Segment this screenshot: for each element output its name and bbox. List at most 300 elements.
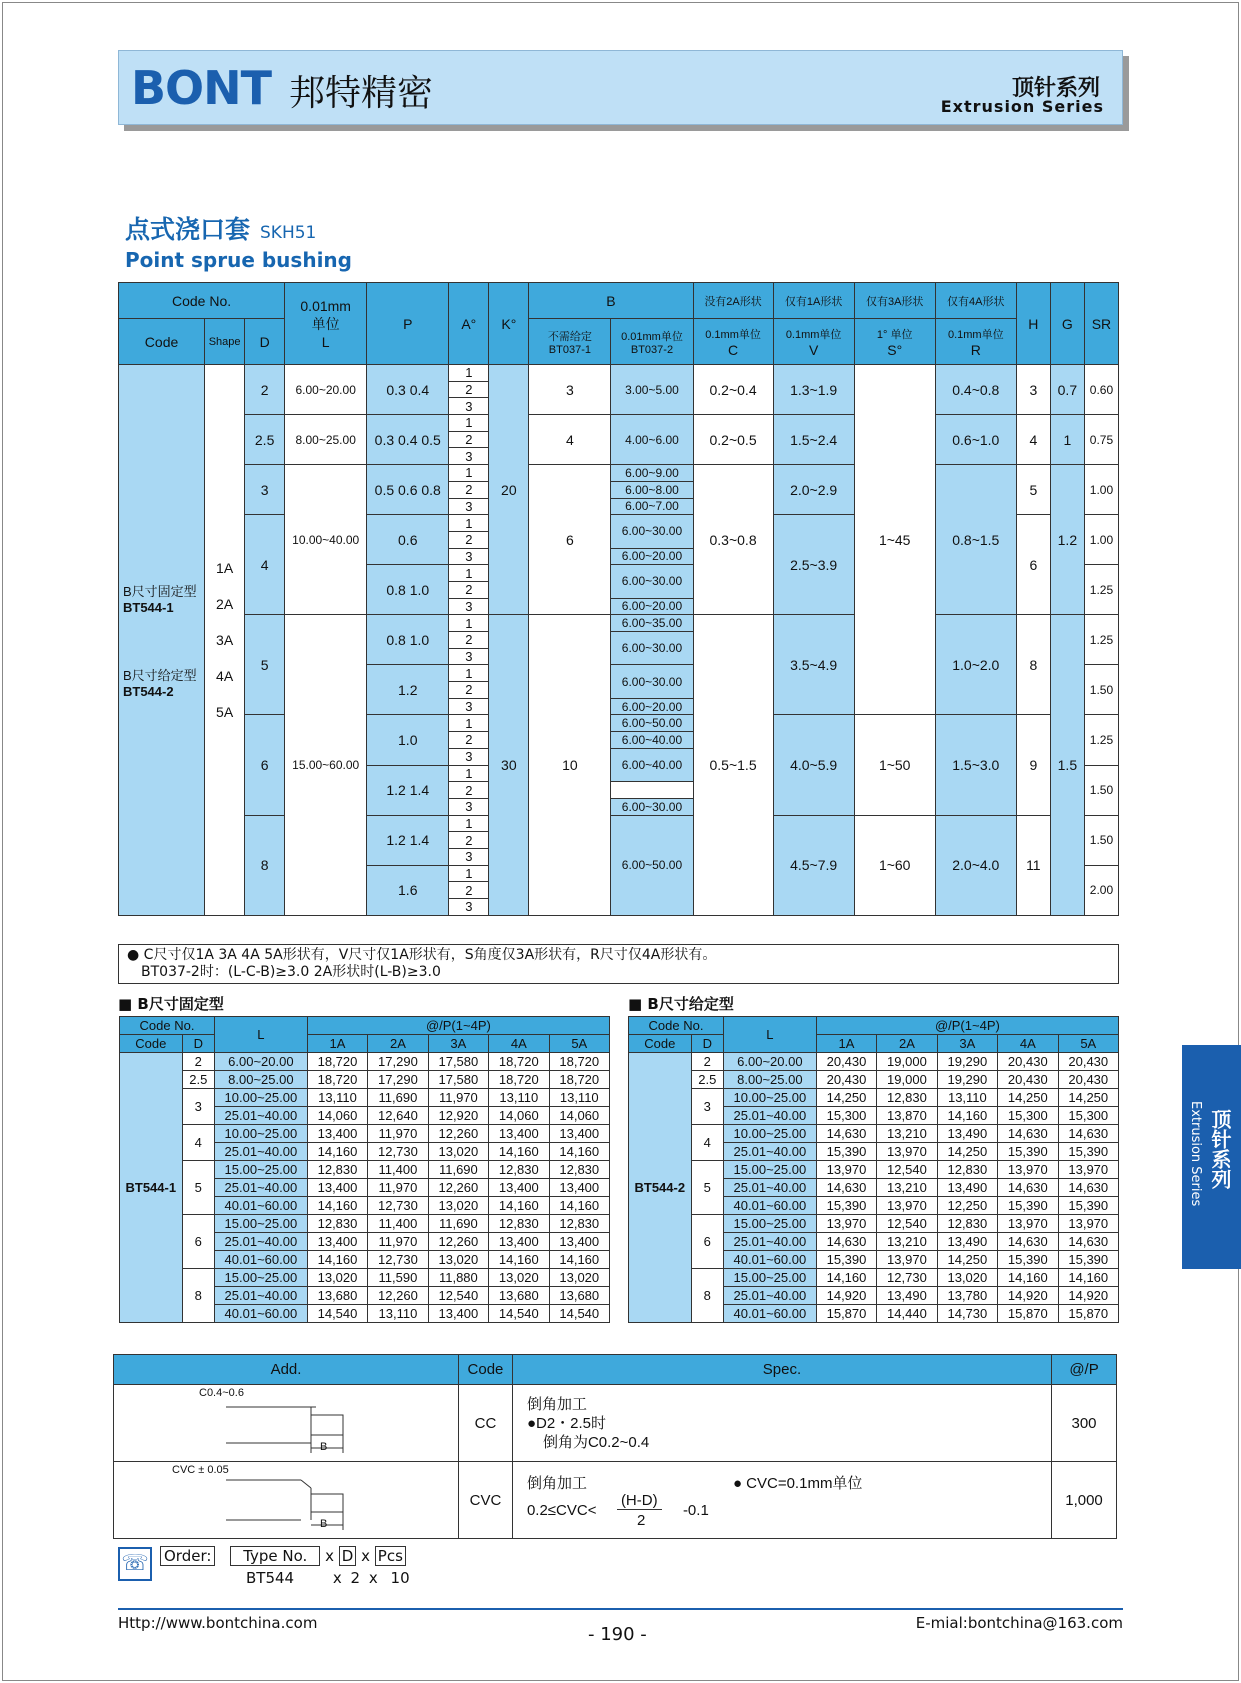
header-b1 (529, 319, 611, 365)
side-tab-cn: 顶针系列 (1208, 1109, 1232, 1189)
cvc-code: CVC (458, 1462, 512, 1539)
price-value: 13,970 (816, 1161, 876, 1179)
price-value: 13,680 (307, 1287, 367, 1305)
price-value: 14,160 (816, 1269, 876, 1287)
h-cell: 4 (1016, 415, 1050, 465)
a-cell: 2 (449, 531, 489, 548)
d-cell: 8 (245, 815, 285, 915)
sr-cell: 2.00 (1084, 865, 1118, 915)
a-cell: 3 (449, 498, 489, 515)
code-line: B尺寸固定型 (123, 583, 197, 599)
price-l: 15.00~25.00 (723, 1269, 816, 1287)
price-value: 13,400 (489, 1179, 549, 1197)
price-value: 12,830 (489, 1161, 549, 1179)
b2-cell: 6.00~40.00 (611, 732, 693, 749)
price-l: 40.01~60.00 (214, 1251, 307, 1269)
sr-cell: 0.75 (1084, 415, 1118, 465)
p-cell: 0.6 (367, 515, 449, 565)
price-d: 6 (182, 1215, 214, 1269)
d-cell: 6 (245, 715, 285, 815)
price-l: 25.01~40.00 (214, 1107, 307, 1125)
price-value: 17,290 (368, 1071, 428, 1089)
price-l: 40.01~60.00 (723, 1305, 816, 1323)
price-value: 13,970 (877, 1197, 937, 1215)
price-value: 17,290 (368, 1053, 428, 1071)
p-cell: 0.8 1.0 (367, 615, 449, 665)
v-cell: 2.0~2.9 (773, 465, 854, 515)
price-value: 13,020 (428, 1143, 488, 1161)
order-x-2: x (361, 1547, 371, 1565)
a-cell: 1 (449, 665, 489, 682)
a-cell: 3 (449, 798, 489, 815)
price-value: 12,830 (937, 1161, 997, 1179)
header-b: B (529, 283, 693, 319)
price-value: 12,260 (428, 1125, 488, 1143)
price-value: 20,430 (816, 1053, 876, 1071)
price-value: 13,400 (307, 1179, 367, 1197)
additional-processing-table (113, 1354, 1117, 1539)
a-cell: 2 (449, 581, 489, 598)
header-v (773, 319, 854, 365)
price-value: 14,250 (1058, 1089, 1118, 1107)
price-table-fixed (119, 1016, 610, 1323)
header-shape-1: 2A (877, 1035, 937, 1053)
price-value: 12,260 (428, 1179, 488, 1197)
order-example-pcs: 10 (390, 1569, 410, 1587)
header-r-unit: 0.1mm单位 (947, 328, 1004, 341)
b2-cell: 6.00~50.00 (611, 815, 693, 915)
sr-cell: 1.00 (1084, 515, 1118, 565)
price-d: 6 (691, 1215, 723, 1269)
g-cell: 1 (1050, 415, 1084, 465)
v-cell: 4.5~7.9 (773, 815, 854, 915)
shape-cell (205, 365, 245, 916)
price-value: 13,110 (937, 1089, 997, 1107)
b2-cell: 6.00~30.00 (611, 798, 693, 815)
price-l: 25.01~40.00 (214, 1179, 307, 1197)
a-cell: 1 (449, 515, 489, 532)
r-cell: 2.0~4.0 (935, 815, 1016, 915)
header-price: @/P(1~4P) (816, 1017, 1118, 1035)
a-cell: 1 (449, 815, 489, 832)
price-d: 3 (691, 1089, 723, 1125)
price-value: 14,920 (816, 1287, 876, 1305)
price-value: 13,780 (937, 1287, 997, 1305)
price-value: 12,250 (937, 1197, 997, 1215)
side-tab (1182, 1045, 1241, 1269)
side-tab-en: Extrusion Series (1188, 1101, 1203, 1207)
r-cell: 0.8~1.5 (935, 465, 1016, 615)
header-p: P (367, 283, 449, 365)
cvc-spec-2: ● CVC=0.1mm单位 (732, 1475, 863, 1492)
header-h: H (1016, 283, 1050, 365)
sr-cell: 1.25 (1084, 565, 1118, 615)
price-value: 12,730 (877, 1269, 937, 1287)
price-value: 14,250 (937, 1143, 997, 1161)
order-x-4: x (368, 1569, 378, 1587)
price-value: 13,110 (489, 1089, 549, 1107)
price-value: 15,390 (998, 1143, 1058, 1161)
cc-spec-1: 倒角加工 (526, 1395, 587, 1413)
price-value: 18,720 (307, 1053, 367, 1071)
price-d: 8 (182, 1269, 214, 1323)
order-label: Order: (160, 1546, 215, 1566)
price-value: 13,680 (489, 1287, 549, 1305)
price-value: 14,630 (1058, 1233, 1118, 1251)
c-cell: 0.2~0.4 (693, 365, 773, 415)
spec-note (118, 944, 1119, 984)
price-value: 18,720 (307, 1071, 367, 1089)
price-value: 11,690 (428, 1161, 488, 1179)
header-c-label: C (727, 341, 739, 358)
price-value: 15,390 (816, 1197, 876, 1215)
header-s-label: S° (887, 341, 903, 358)
r-cell: 0.4~0.8 (935, 365, 1016, 415)
b1-cell: 6 (529, 465, 611, 615)
price-value: 19,000 (877, 1071, 937, 1089)
r-cell: 1.5~3.0 (935, 715, 1016, 815)
price-value: 13,400 (489, 1125, 549, 1143)
series-title-cn: 顶针系列 (1011, 76, 1100, 101)
b2-cell: 6.00~20.00 (611, 598, 693, 615)
price-code: BT544-2 (629, 1053, 692, 1323)
price-value: 17,580 (428, 1053, 488, 1071)
cc-spec-2: ●D2・2.5时 (526, 1414, 607, 1432)
header-c1: 没有2A形状 (693, 283, 773, 319)
price-value: 12,540 (877, 1215, 937, 1233)
price-l: 40.01~60.00 (214, 1197, 307, 1215)
price-value: 11,970 (368, 1125, 428, 1143)
header-code-no: Code No. (120, 1017, 215, 1035)
a-cell: 1 (449, 715, 489, 732)
header-add: Add. (114, 1355, 459, 1385)
brand-logo: BONT (131, 61, 272, 115)
a-cell: 3 (449, 448, 489, 465)
footer-url[interactable]: Http://www.bontchina.com (118, 1614, 318, 1632)
price-value: 11,970 (428, 1089, 488, 1107)
price-table-1-title: ■ B尺寸固定型 (118, 995, 224, 1013)
price-value: 14,160 (549, 1251, 609, 1269)
shape-label: 1A (216, 559, 234, 576)
l-cell: 15.00~60.00 (285, 615, 367, 915)
price-l: 40.01~60.00 (723, 1197, 816, 1215)
price-value: 19,290 (937, 1053, 997, 1071)
price-value: 20,430 (1058, 1071, 1118, 1089)
price-value: 13,020 (428, 1251, 488, 1269)
footer-email[interactable]: E-mial:bontchina@163.com (915, 1614, 1123, 1632)
price-value: 11,400 (368, 1161, 428, 1179)
price-value: 13,970 (816, 1215, 876, 1233)
price-value: 12,830 (549, 1215, 609, 1233)
h-cell: 3 (1016, 365, 1050, 415)
a-cell: 2 (449, 632, 489, 649)
price-code: BT544-1 (120, 1053, 183, 1323)
v-cell: 4.0~5.9 (773, 715, 854, 815)
a-cell: 3 (449, 598, 489, 615)
price-value: 14,250 (998, 1089, 1058, 1107)
p-cell: 0.3 0.4 0.5 (367, 415, 449, 465)
price-l: 10.00~25.00 (214, 1089, 307, 1107)
p-cell: 1.2 1.4 (367, 815, 449, 865)
price-value: 18,720 (489, 1071, 549, 1089)
p-cell: 0.5 0.6 0.8 (367, 465, 449, 515)
header-code-no: Code No. (629, 1017, 724, 1035)
price-value: 14,920 (998, 1287, 1058, 1305)
price-value: 13,210 (877, 1125, 937, 1143)
price-d: 2 (182, 1053, 214, 1071)
b2-cell: 6.00~20.00 (611, 548, 693, 565)
price-value: 14,160 (1058, 1269, 1118, 1287)
note-line-2: BT037-2时：(L-C-B)≥3.0 2A形状时(L-B)≥3.0 (141, 964, 441, 980)
price-l: 25.01~40.00 (723, 1179, 816, 1197)
price-value: 14,060 (307, 1107, 367, 1125)
price-value: 12,730 (368, 1251, 428, 1269)
price-value: 13,970 (998, 1161, 1058, 1179)
price-value: 14,160 (937, 1107, 997, 1125)
price-value: 14,630 (816, 1233, 876, 1251)
header-r-label: R (970, 341, 981, 358)
cvc-spec-3: 0.2≤CVC< (526, 1502, 597, 1519)
price-l: 15.00~25.00 (723, 1215, 816, 1233)
cc-drawing (116, 1385, 456, 1457)
price-value: 12,830 (307, 1215, 367, 1233)
price-value: 13,490 (877, 1287, 937, 1305)
header-k: K° (489, 283, 529, 365)
b2-cell: 6.00~7.00 (611, 498, 693, 515)
price-value: 14,540 (489, 1305, 549, 1323)
shape-label: 2A (216, 595, 234, 612)
price-value: 13,870 (877, 1107, 937, 1125)
header-c (693, 319, 773, 365)
a-cell: 3 (449, 748, 489, 765)
price-value: 11,970 (368, 1179, 428, 1197)
price-d: 8 (691, 1269, 723, 1323)
price-value: 15,390 (1058, 1143, 1118, 1161)
page-footer (118, 1608, 1123, 1645)
header-shape-3: 4A (489, 1035, 549, 1053)
p-cell: 1.2 (367, 665, 449, 715)
d-cell: 3 (245, 465, 285, 515)
a-cell: 1 (449, 615, 489, 632)
b2-cell: 6.00~30.00 (611, 665, 693, 698)
price-value: 13,970 (1058, 1215, 1118, 1233)
price-value: 15,300 (998, 1107, 1058, 1125)
price-value: 20,430 (998, 1053, 1058, 1071)
b1-cell: 4 (529, 415, 611, 465)
price-l: 15.00~25.00 (214, 1161, 307, 1179)
price-value: 13,210 (877, 1233, 937, 1251)
header-l-unit: 0.01mm (300, 297, 351, 314)
price-value: 13,490 (937, 1233, 997, 1251)
price-value: 15,390 (1058, 1251, 1118, 1269)
price-value: 14,440 (877, 1305, 937, 1323)
header-s1: 仅有3A形状 (854, 283, 935, 319)
price-value: 11,690 (368, 1089, 428, 1107)
a-cell: 3 (449, 548, 489, 565)
price-value: 13,400 (549, 1125, 609, 1143)
price-d: 3 (182, 1089, 214, 1125)
k-cell: 30 (489, 615, 529, 915)
price-l: 25.01~40.00 (723, 1233, 816, 1251)
price-value: 14,060 (489, 1107, 549, 1125)
cc-price: 300 (1052, 1385, 1117, 1462)
c-cell: 0.3~0.8 (693, 465, 773, 615)
price-value: 15,870 (1058, 1305, 1118, 1323)
header-l: L (214, 1017, 307, 1053)
page-number: - 190 - (588, 1624, 647, 1645)
price-value: 14,920 (1058, 1287, 1118, 1305)
price-value: 13,970 (998, 1215, 1058, 1233)
order-example-d: 2 (350, 1569, 361, 1587)
code-line: B尺寸给定型 (123, 667, 197, 683)
price-value: 15,300 (816, 1107, 876, 1125)
header-code: Code (119, 319, 205, 365)
price-value: 18,720 (549, 1071, 609, 1089)
price-value: 13,400 (549, 1233, 609, 1251)
cvc-spec (512, 1462, 1051, 1539)
shape-label: 3A (216, 631, 234, 648)
spec-table (118, 282, 1119, 916)
b2-cell: 4.00~6.00 (611, 415, 693, 465)
price-l: 25.01~40.00 (214, 1143, 307, 1161)
price-value: 13,970 (877, 1143, 937, 1161)
header-d: D (182, 1035, 214, 1053)
a-cell: 1 (449, 465, 489, 482)
header-shape-0: 1A (307, 1035, 367, 1053)
header-shape-4: 5A (1058, 1035, 1118, 1053)
h-cell: 8 (1016, 615, 1050, 715)
cc-b-label: B (320, 1441, 328, 1453)
g-cell: 1.5 (1050, 615, 1084, 915)
price-value: 12,830 (877, 1089, 937, 1107)
price-l: 15.00~25.00 (723, 1161, 816, 1179)
header-d: D (691, 1035, 723, 1053)
price-value: 19,000 (877, 1053, 937, 1071)
price-value: 14,060 (549, 1107, 609, 1125)
header-l-label: L (321, 333, 330, 350)
price-l: 40.01~60.00 (723, 1251, 816, 1269)
cvc-dim-label: CVC ± 0.05 (172, 1464, 229, 1476)
b2-cell: 3.00~5.00 (611, 365, 693, 415)
v-cell: 3.5~4.9 (773, 615, 854, 715)
price-value: 13,490 (937, 1125, 997, 1143)
price-value: 13,020 (307, 1269, 367, 1287)
header-code: Code (629, 1035, 692, 1053)
a-cell: 3 (449, 848, 489, 865)
header-code-no: Code No. (119, 283, 285, 319)
cvc-fraction-num: (H-D) (617, 1492, 662, 1510)
b1-cell: 10 (529, 615, 611, 915)
price-l: 10.00~25.00 (723, 1089, 816, 1107)
header-shape-4: 5A (549, 1035, 609, 1053)
price-value: 14,160 (489, 1251, 549, 1269)
order-d-box: D (339, 1546, 357, 1566)
cc-dim-label: C0.4~0.6 (199, 1387, 244, 1399)
price-value: 13,020 (428, 1197, 488, 1215)
price-value: 15,390 (1058, 1197, 1118, 1215)
k-cell: 20 (489, 365, 529, 615)
price-value: 13,970 (877, 1251, 937, 1269)
price-d: 2.5 (691, 1071, 723, 1089)
price-value: 15,870 (816, 1305, 876, 1323)
r-cell: 1.0~2.0 (935, 615, 1016, 715)
a-cell: 2 (449, 832, 489, 849)
c-cell: 0.5~1.5 (693, 615, 773, 915)
cvc-spec-1: 倒角加工 (526, 1475, 587, 1492)
cvc-price: 1,000 (1052, 1462, 1117, 1539)
a-cell: 2 (449, 882, 489, 899)
price-l: 15.00~25.00 (214, 1269, 307, 1287)
a-cell: 1 (449, 365, 489, 382)
price-l: 25.01~40.00 (214, 1287, 307, 1305)
price-value: 14,540 (549, 1305, 609, 1323)
header-code: Code (458, 1355, 512, 1385)
price-l: 40.01~60.00 (214, 1305, 307, 1323)
price-value: 15,390 (998, 1251, 1058, 1269)
shape-label: 4A (216, 667, 234, 684)
header-l: L (723, 1017, 816, 1053)
sr-cell: 1.00 (1084, 465, 1118, 515)
h-cell: 11 (1016, 815, 1050, 915)
order-x-1: x (325, 1547, 334, 1565)
header-b2-a: 0.01mm单位 (621, 330, 683, 343)
price-value: 12,830 (307, 1161, 367, 1179)
header-v1: 仅有1A形状 (773, 283, 854, 319)
cvc-fraction-den: 2 (636, 1512, 646, 1529)
p-cell: 1.0 (367, 715, 449, 765)
order-type-box: Type No. (230, 1546, 320, 1566)
price-d: 5 (691, 1161, 723, 1215)
price-d: 4 (691, 1125, 723, 1161)
sr-cell: 0.60 (1084, 365, 1118, 415)
price-value: 14,630 (1058, 1125, 1118, 1143)
price-value: 11,970 (368, 1233, 428, 1251)
header-l (285, 283, 367, 365)
cc-spec (512, 1385, 1051, 1462)
a-cell: 2 (449, 782, 489, 799)
h-cell: 5 (1016, 465, 1050, 515)
header-shape-2: 3A (428, 1035, 488, 1053)
header-r1: 仅有4A形状 (935, 283, 1016, 319)
price-value: 13,110 (368, 1305, 428, 1323)
product-title-en: Point sprue bushing (125, 248, 352, 272)
b2-cell: 6.00~35.00 (611, 615, 693, 632)
header-shape-2: 3A (937, 1035, 997, 1053)
header-v-label: V (808, 341, 819, 358)
r-cell: 0.6~1.0 (935, 415, 1016, 465)
a-cell: 3 (449, 648, 489, 665)
cvc-spec-4: -0.1 (682, 1502, 709, 1519)
b2-cell: 6.00~50.00 (611, 715, 693, 732)
header-g: G (1050, 283, 1084, 365)
a-cell: 3 (449, 398, 489, 415)
price-value: 14,630 (998, 1125, 1058, 1143)
g-cell: 0.7 (1050, 365, 1084, 415)
p-cell: 1.2 1.4 (367, 765, 449, 815)
price-value: 13,400 (307, 1233, 367, 1251)
price-value: 11,690 (428, 1215, 488, 1233)
price-value: 12,540 (877, 1161, 937, 1179)
price-value: 12,730 (368, 1197, 428, 1215)
header-shape-1: 2A (368, 1035, 428, 1053)
a-cell: 1 (449, 565, 489, 582)
header-r (935, 319, 1016, 365)
price-value: 12,830 (549, 1161, 609, 1179)
cvc-drawing (116, 1462, 456, 1534)
l-cell: 8.00~25.00 (285, 415, 367, 465)
s-cell: 1~60 (854, 815, 935, 915)
order-pcs-box: Pcs (375, 1546, 406, 1566)
